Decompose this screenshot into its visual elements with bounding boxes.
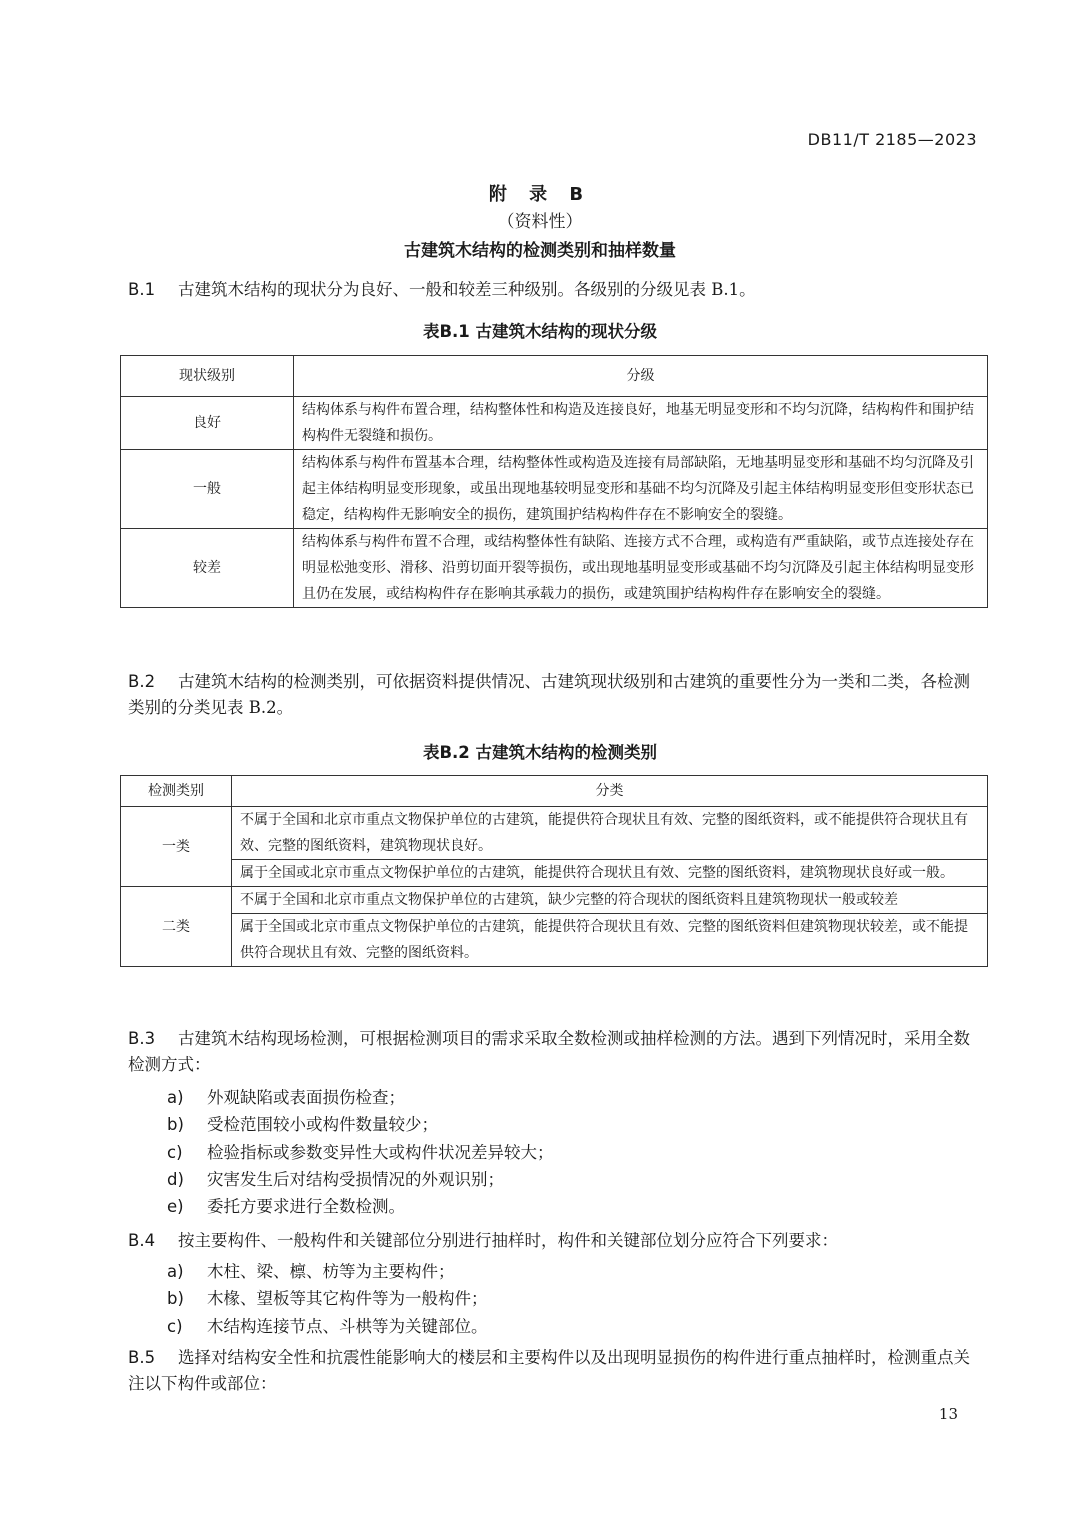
clause-text: 古建筑木结构的检测类别，可依据资料提供情况、古建筑现状级别和古建筑的重要性分为一类和二类，各检测类别的分类见表 B.2。 <box>128 672 970 717</box>
table-b2-title: 表B.2 古建筑木结构的检测类别 <box>422 743 658 762</box>
table-header-row <box>121 776 988 807</box>
column-header: 现状级别 <box>121 356 294 397</box>
page-number: 13 <box>938 1405 958 1423</box>
list-text: 受检范围较小或构件数量较少； <box>207 1115 438 1134</box>
status-desc-cell: 结构体系与构件布置基本合理，结构整体性或构造及连接有局部缺陷，无地基明显变形和基础不均匀沉降及引起主体结构明显变形现象，或虽出现地基较明显变形和基础不均匀沉降及引起主体结构明显变形但变形状态已稳定，结构构件无影响安全的损伤，建筑围护结构构件存在不影响安全的裂缝。 <box>294 450 988 529</box>
table-row <box>121 529 988 608</box>
clause-b4 <box>128 1228 980 1254</box>
table-row <box>121 450 988 529</box>
table-row <box>121 887 988 914</box>
category-cell: 一类 <box>121 807 232 887</box>
clause-text: 选择对结构安全性和抗震性能影响大的楼层和主要构件以及出现明显损伤的构件进行重点抽样时，检测重点关注以下构件或部位： <box>128 1348 970 1393</box>
column-header: 分级 <box>294 356 988 397</box>
table-b1 <box>120 355 988 608</box>
clause-label: B.2 <box>128 672 156 691</box>
list-text: 外观缺陷或表面损伤检查； <box>207 1088 405 1107</box>
list-index: d) <box>167 1170 184 1189</box>
list-item <box>167 1194 405 1220</box>
appendix-nature: （资料性） <box>497 212 583 232</box>
list-item <box>167 1314 488 1340</box>
column-header: 分类 <box>232 776 988 807</box>
table-b2 <box>120 775 988 967</box>
list-item <box>167 1286 488 1312</box>
table-row <box>121 807 988 860</box>
table-row <box>121 397 988 450</box>
table-row <box>121 860 988 887</box>
list-index: b) <box>167 1289 184 1308</box>
classification-cell: 不属于全国和北京市重点文物保护单位的古建筑，缺少完整的符合现状的图纸资料且建筑物现状一般或较差 <box>232 887 988 914</box>
clause-b2 <box>128 669 980 721</box>
clause-b1 <box>128 277 980 303</box>
list-item <box>167 1259 455 1285</box>
list-item <box>167 1085 405 1111</box>
status-level-cell: 一般 <box>121 450 294 529</box>
clause-b3 <box>128 1026 980 1078</box>
list-item <box>167 1167 504 1193</box>
clause-label: B.4 <box>128 1231 156 1250</box>
list-text: 灾害发生后对结构受损情况的外观识别； <box>207 1170 504 1189</box>
list-item <box>167 1112 438 1138</box>
classification-cell: 不属于全国和北京市重点文物保护单位的古建筑，能提供符合现状且有效、完整的图纸资料，或不能提供符合现状且有效、完整的图纸资料，建筑物现状良好。 <box>232 807 988 860</box>
list-text: 木柱、梁、檩、枋等为主要构件； <box>207 1262 455 1281</box>
clause-label: B.1 <box>128 280 156 299</box>
status-level-cell: 良好 <box>121 397 294 450</box>
list-index: a) <box>167 1262 184 1281</box>
classification-cell: 属于全国或北京市重点文物保护单位的古建筑，能提供符合现状且有效、完整的图纸资料，建筑物现状良好或一般。 <box>232 860 988 887</box>
table-header-row <box>121 356 988 397</box>
clause-label: B.3 <box>128 1029 156 1048</box>
list-text: 检验指标或参数变异性大或构件状况差异较大； <box>207 1143 554 1162</box>
list-index: e) <box>167 1197 184 1216</box>
status-desc-cell: 结构体系与构件布置不合理，或结构整体性有缺陷、连接方式不合理，或构造有严重缺陷，或节点连接处存在明显松弛变形、滑移、沿剪切面开裂等损伤，或出现地基明显变形或基础不均匀沉降及引起主体结构明显变形且仍在发展，或结构构件存在影响其承载力的损伤，或建筑围护结构构件存在影响安全的裂缝。 <box>294 529 988 608</box>
list-index: a) <box>167 1088 184 1107</box>
list-item <box>167 1140 554 1166</box>
category-cell: 二类 <box>121 887 232 967</box>
list-index: c) <box>167 1143 183 1162</box>
clause-text: 按主要构件、一般构件和关键部位分别进行抽样时，构件和关键部位划分应符合下列要求： <box>178 1231 838 1250</box>
standard-number: DB11/T 2185—2023 <box>807 130 977 149</box>
clause-text: 古建筑木结构现场检测，可根据检测项目的需求采取全数检测或抽样检测的方法。遇到下列情况时，采用全数检测方式： <box>128 1029 970 1074</box>
appendix-label: 附 录 B <box>488 184 592 205</box>
list-text: 木结构连接节点、斗栱等为关键部位。 <box>207 1317 488 1336</box>
clause-b5 <box>128 1345 980 1397</box>
status-desc-cell: 结构体系与构件布置合理，结构整体性和构造及连接良好，地基无明显变形和不均匀沉降，结构构件和围护结构构件无裂缝和损伤。 <box>294 397 988 450</box>
table-row <box>121 914 988 967</box>
table-b1-title: 表B.1 古建筑木结构的现状分级 <box>422 322 658 341</box>
classification-cell: 属于全国或北京市重点文物保护单位的古建筑，能提供符合现状且有效、完整的图纸资料但建筑物现状较差，或不能提供符合现状且有效、完整的图纸资料。 <box>232 914 988 967</box>
clause-text: 古建筑木结构的现状分为良好、一般和较差三种级别。各级别的分级见表 B.1。 <box>178 280 756 299</box>
list-text: 委托方要求进行全数检测。 <box>207 1197 405 1216</box>
list-index: b) <box>167 1115 184 1134</box>
clause-label: B.5 <box>128 1348 156 1367</box>
status-level-cell: 较差 <box>121 529 294 608</box>
appendix-title: 古建筑木结构的检测类别和抽样数量 <box>404 241 676 261</box>
list-text: 木椽、望板等其它构件等为一般构件； <box>207 1289 488 1308</box>
column-header: 检测类别 <box>121 776 232 807</box>
list-index: c) <box>167 1317 183 1336</box>
